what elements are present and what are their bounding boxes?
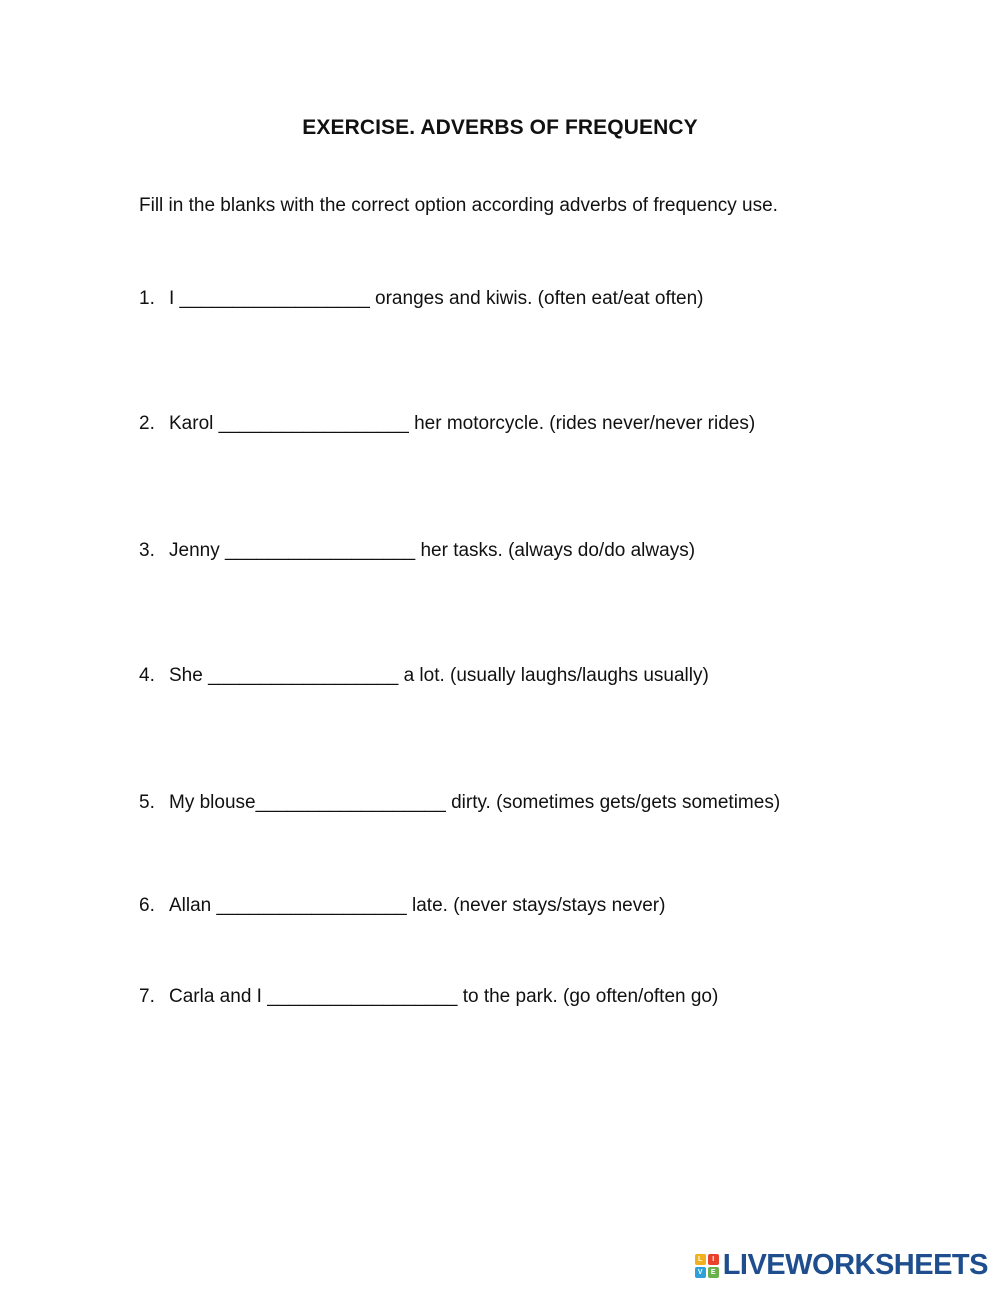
question-text: Jenny __________________ her tasks. (always do/do always)	[169, 540, 696, 561]
logo-cube: E	[708, 1267, 719, 1278]
question-item	[139, 792, 780, 814]
question-item	[139, 540, 695, 562]
question-text: I __________________ oranges and kiwis. (often eat/eat often)	[169, 288, 704, 309]
question-text: Carla and I __________________ to the park. (go often/often go)	[169, 986, 719, 1007]
question-number: 7.	[139, 986, 155, 1007]
logo-text: LIVEWORKSHEETS	[722, 1249, 988, 1281]
question-item	[139, 986, 718, 1008]
question-number: 5.	[139, 792, 155, 813]
logo-cube: V	[695, 1267, 706, 1278]
question-text: She __________________ a lot. (usually laughs/laughs usually)	[169, 665, 709, 686]
question-number: 2.	[139, 413, 155, 434]
logo-cube: L	[695, 1254, 706, 1265]
logo-cubes-icon	[695, 1254, 719, 1278]
question-text: Karol __________________ her motorcycle. (rides never/never rides)	[169, 413, 756, 434]
question-text: Allan __________________ late. (never stays/stays never)	[169, 895, 666, 916]
instructions-text: Fill in the blanks with the correct option according adverbs of frequency use.	[139, 195, 778, 216]
worksheet-title: EXERCISE. ADVERBS OF FREQUENCY	[302, 116, 698, 139]
question-text: My blouse__________________ dirty. (sometimes gets/gets sometimes)	[169, 792, 781, 813]
liveworksheets-logo	[695, 1249, 988, 1282]
question-item	[139, 288, 704, 310]
question-number: 6.	[139, 895, 155, 916]
logo-cube: I	[708, 1254, 719, 1265]
question-item	[139, 413, 755, 435]
question-item	[139, 665, 709, 687]
question-item	[139, 895, 665, 917]
question-number: 4.	[139, 665, 155, 686]
question-number: 1.	[139, 288, 155, 309]
question-number: 3.	[139, 540, 155, 561]
